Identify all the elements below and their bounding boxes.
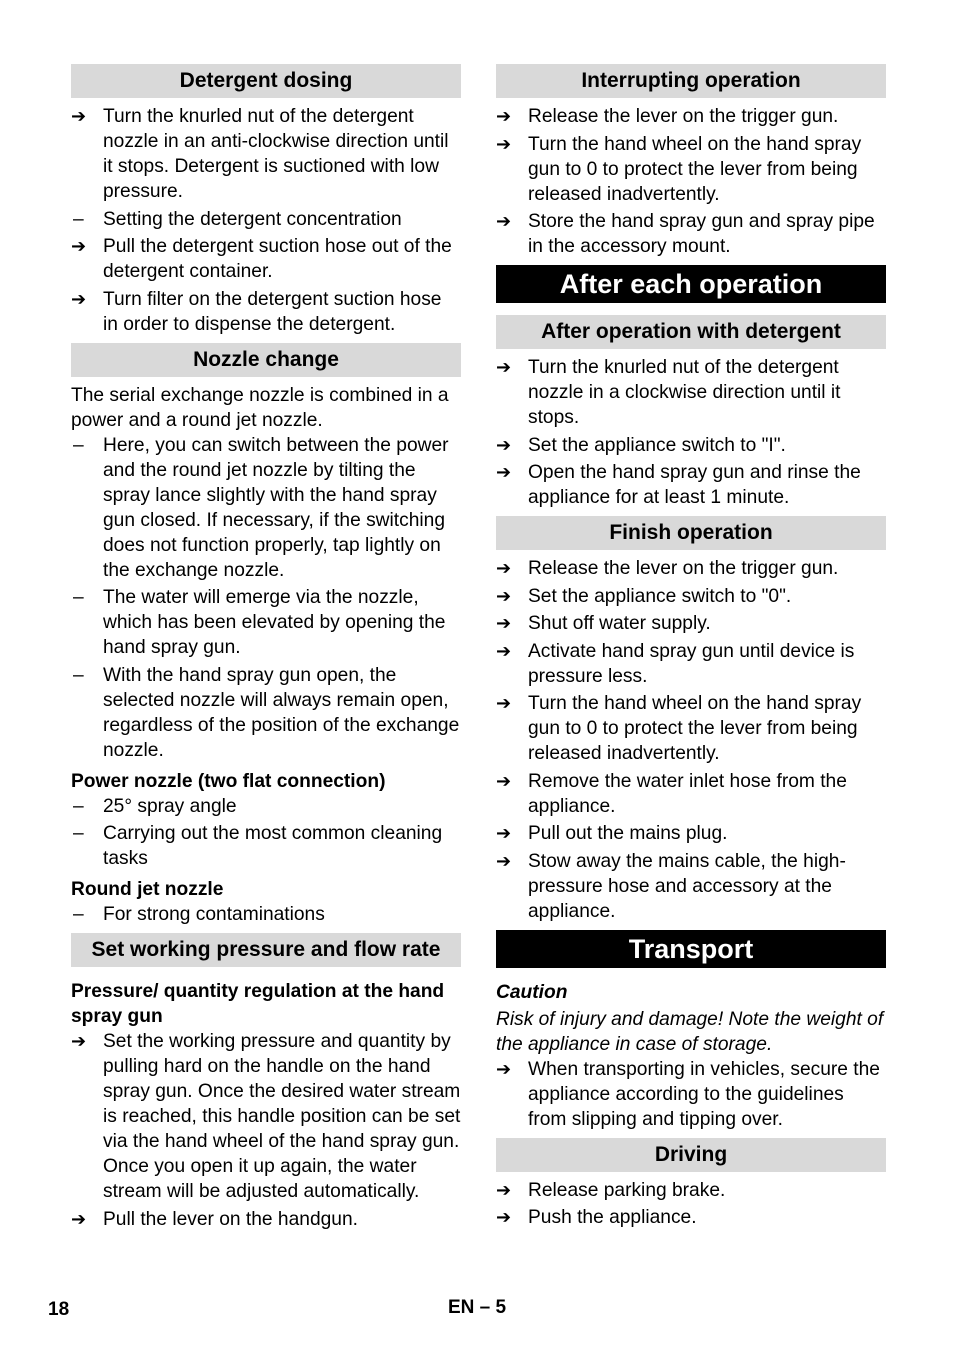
list-transport [496,1057,886,1132]
list-item-text: Push the appliance. [528,1207,697,1228]
list-item [71,207,461,232]
dash-bullet: – [73,823,84,844]
list-after-detergent [496,355,886,510]
dash-bullet: – [73,795,84,817]
list-item [496,821,886,846]
list-item-text: Store the hand spray gun and spray pipe in the accessory mount. [528,211,875,257]
section-heading-interrupting-operation: Interrupting operation [496,64,886,98]
arrow-icon: ➔ [496,693,512,714]
caution-title: Caution [496,981,568,1003]
section-heading-finish-operation: Finish operation [496,516,886,550]
dash-bullet: – [73,434,84,456]
list-item [496,1178,886,1203]
power-nozzle-title: Power nozzle (two flat connection) [71,770,386,792]
arrow-icon: ➔ [496,823,512,844]
arrow-icon: ➔ [496,434,512,456]
list-item-text: Pull out the mains plug. [528,823,728,844]
section-heading-set-working-pressure: Set working pressure and flow rate [71,933,461,967]
list-item [71,287,461,337]
list-item-text: Shut off water supply. [528,613,711,634]
list-item [71,663,461,763]
right-column [496,64,886,1233]
dash-bullet: – [73,904,84,925]
list-item-text: Here, you can switch between the power and the round jet nozzle by tilting the spray lance slightly with the hand spray gun closed. If necessary, if the switching does not function properly, tap lightly on the exchange nozzle. [103,434,449,581]
arrow-icon: ➔ [496,133,512,155]
round-jet-title: Round jet nozzle [71,879,224,900]
list-item-text: The water will emerge via the nozzle, which has been elevated by opening the hand spray gun. [103,587,446,658]
arrow-icon: ➔ [496,462,512,483]
section-heading-detergent-dosing: Detergent dosing [71,64,461,98]
list-set-working-pressure [71,1029,461,1232]
list-item [496,769,886,819]
arrow-icon: ➔ [496,106,512,127]
section-heading-after-detergent: After operation with detergent [496,315,886,349]
list-driving [496,1178,886,1231]
arrow-icon: ➔ [496,1207,512,1228]
pressure-regulation-subheading: Pressure/ quantity regulation at the hand spray gun [71,981,445,1027]
list-detergent-dosing [71,104,461,337]
list-nozzle-change [71,433,461,763]
list-item-text: Carrying out the most common cleaning tasks [103,823,443,869]
list-item-text: Open the hand spray gun and rinse the appliance for at least 1 minute. [528,462,861,508]
left-column [71,64,461,1234]
list-item-text: Turn filter on the detergent suction hose in order to dispense the detergent. [103,288,442,335]
list-item-text: Pull the lever on the handgun. [103,1208,358,1230]
list-item [496,1057,886,1132]
arrow-icon: ➔ [71,288,87,310]
list-round-jet [71,902,461,927]
page-number: 18 [48,1299,70,1320]
arrow-icon: ➔ [496,850,512,872]
section-heading-nozzle-change: Nozzle change [71,343,461,377]
list-item-text: With the hand spray gun open, the selected nozzle will always remain open, regardless of the position of the exchange nozzle. [103,664,460,761]
list-item-text: Pull the detergent suction hose out of the detergent container. [103,236,452,282]
nozzle-change-intro: The serial exchange nozzle is combined in a power and a round jet nozzle. [71,384,449,431]
arrow-icon: ➔ [496,770,512,792]
list-item-text: Release parking brake. [528,1179,726,1201]
list-item [71,104,461,204]
arrow-icon: ➔ [71,106,87,127]
dash-bullet: – [73,664,84,686]
language-page-indicator: EN – 5 [448,1297,507,1318]
list-item [496,584,886,609]
chapter-heading-transport: Transport [496,930,886,968]
arrow-icon: ➔ [496,357,512,378]
list-item [496,355,886,430]
dash-bullet: – [73,208,84,230]
list-item-text: Turn the knurled nut of the detergent nozzle in a clockwise direction until it stops. [528,357,841,428]
list-item [496,849,886,924]
list-item [71,585,461,660]
list-item-text: Release the lever on the trigger gun. [528,106,839,127]
list-item [496,132,886,207]
arrow-icon: ➔ [496,558,512,579]
list-interrupting-operation [496,104,886,259]
list-item-text: Stow away the mains cable, the high-pressure hose and accessory at the appliance. [528,850,846,922]
section-heading-driving: Driving [496,1138,886,1172]
list-item [71,794,461,819]
list-item-text: When transporting in vehicles, secure the appliance according to the guidelines from slipping and tipping over. [528,1058,880,1130]
list-item [496,556,886,581]
list-item [71,433,461,583]
list-finish-operation [496,556,886,924]
list-item-text: 25° spray angle [103,795,237,817]
list-item [71,902,461,927]
arrow-icon: ➔ [71,1208,87,1230]
arrow-icon: ➔ [71,236,87,257]
list-item-text: Turn the hand wheel on the hand spray gun to 0 to protect the lever from being released inadvertently. [528,133,862,205]
list-item [496,639,886,689]
list-item [71,1207,461,1232]
list-power-nozzle [71,794,461,872]
list-item [496,209,886,259]
arrow-icon: ➔ [496,1058,512,1080]
list-item [496,691,886,766]
list-item-text: Set the working pressure and quantity by pulling hard on the handle on the hand spray gun. Once the desired water stream is reached, this handle position can be set via the hand wheel of the hand spray gun. Once you open it up again, the water stream will be adjusted automatically. [103,1031,461,1202]
caution-text: Risk of injury and damage! Note the weight of the appliance in case of storage. [496,1008,884,1055]
list-item [496,611,886,636]
list-item [496,1205,886,1230]
list-item [71,234,461,284]
arrow-icon: ➔ [71,1031,87,1052]
dash-bullet: – [73,587,84,608]
list-item-text: Release the lever on the trigger gun. [528,558,839,579]
list-item [496,104,886,129]
list-item [496,433,886,458]
list-item-text: For strong contaminations [103,904,325,925]
list-item [71,1029,461,1204]
list-item-text: Setting the detergent concentration [103,208,402,230]
list-item-text: Set the appliance switch to "0". [528,585,792,607]
list-item [71,821,461,871]
list-item-text: Remove the water inlet hose from the appliance. [528,770,847,817]
list-item-text: Set the appliance switch to "I". [528,434,786,456]
list-item [496,460,886,510]
list-item-text: Turn the hand wheel on the hand spray gun to 0 to protect the lever from being released inadvertently. [528,693,862,764]
arrow-icon: ➔ [496,613,512,634]
arrow-icon: ➔ [496,640,512,662]
arrow-icon: ➔ [496,585,512,607]
arrow-icon: ➔ [496,1179,512,1201]
list-item-text: Activate hand spray gun until device is pressure less. [528,640,855,687]
chapter-heading-after-each-operation: After each operation [496,265,886,303]
list-item-text: Turn the knurled nut of the detergent nozzle in an anti-clockwise direction until it stops. Detergent is suctioned with low pressure. [103,106,449,202]
arrow-icon: ➔ [496,211,512,232]
